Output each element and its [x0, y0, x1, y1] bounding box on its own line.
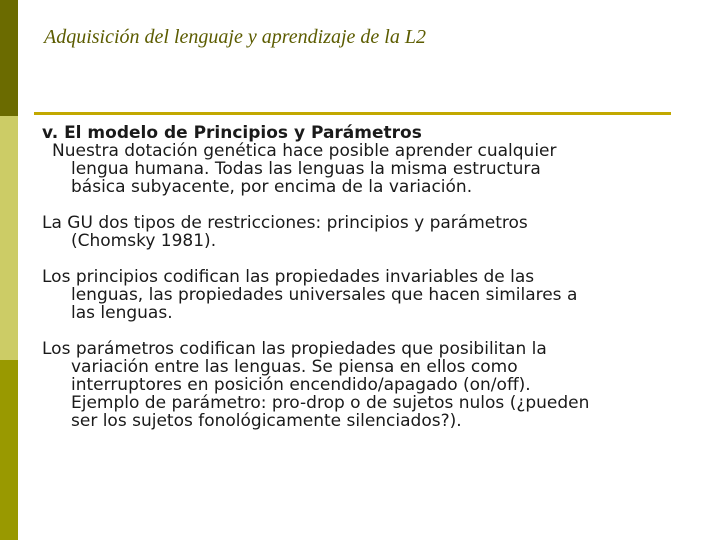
paragraph-line: Ejemplo de parámetro: pro-drop o de sujetos nulos (¿pueden — [71, 393, 590, 413]
paragraph-line: La GU dos tipos de restricciones: principios y parámetros — [42, 213, 528, 233]
paragraph-principles — [42, 268, 702, 322]
slide-title: Adquisición del lenguaje y aprendizaje de la L2 — [44, 26, 426, 48]
paragraph-line: básica subyacente, por encima de la variación. — [71, 177, 473, 197]
paragraph-line: (Chomsky 1981). — [71, 231, 217, 251]
paragraph-line: Los principios codifican las propiedades invariables de las — [42, 267, 535, 287]
section-heading: v. El modelo de Principios y Parámetros — [42, 123, 422, 143]
paragraph-parameters — [42, 340, 702, 430]
paragraph-line: variación entre las lenguas. Se piensa en ellos como — [71, 357, 518, 377]
paragraph-line: interruptores en posición encendido/apagado (on/off). — [71, 375, 531, 395]
slide-body — [42, 124, 702, 430]
paragraph-line: ser los sujetos fonológicamente silenciados?). — [71, 411, 462, 431]
sidebar-decoration — [0, 0, 18, 540]
paragraph-line: Nuestra dotación genética hace posible aprender cualquier — [52, 141, 557, 161]
paragraph-line: lenguas, las propiedades universales que hacen similares a — [71, 285, 578, 305]
paragraph-ug-restrictions — [42, 214, 702, 250]
sidebar-block-middle — [0, 116, 18, 360]
title-divider — [34, 112, 671, 115]
paragraph-line: Los parámetros codifican las propiedades que posibilitan la — [42, 339, 547, 359]
sidebar-block-bottom — [0, 360, 18, 540]
paragraph-line: lengua humana. Todas las lenguas la misma estructura — [71, 159, 541, 179]
sidebar-block-top — [0, 0, 18, 116]
paragraph-genetic-endowment — [42, 142, 702, 196]
paragraph-line: las lenguas. — [71, 303, 173, 323]
